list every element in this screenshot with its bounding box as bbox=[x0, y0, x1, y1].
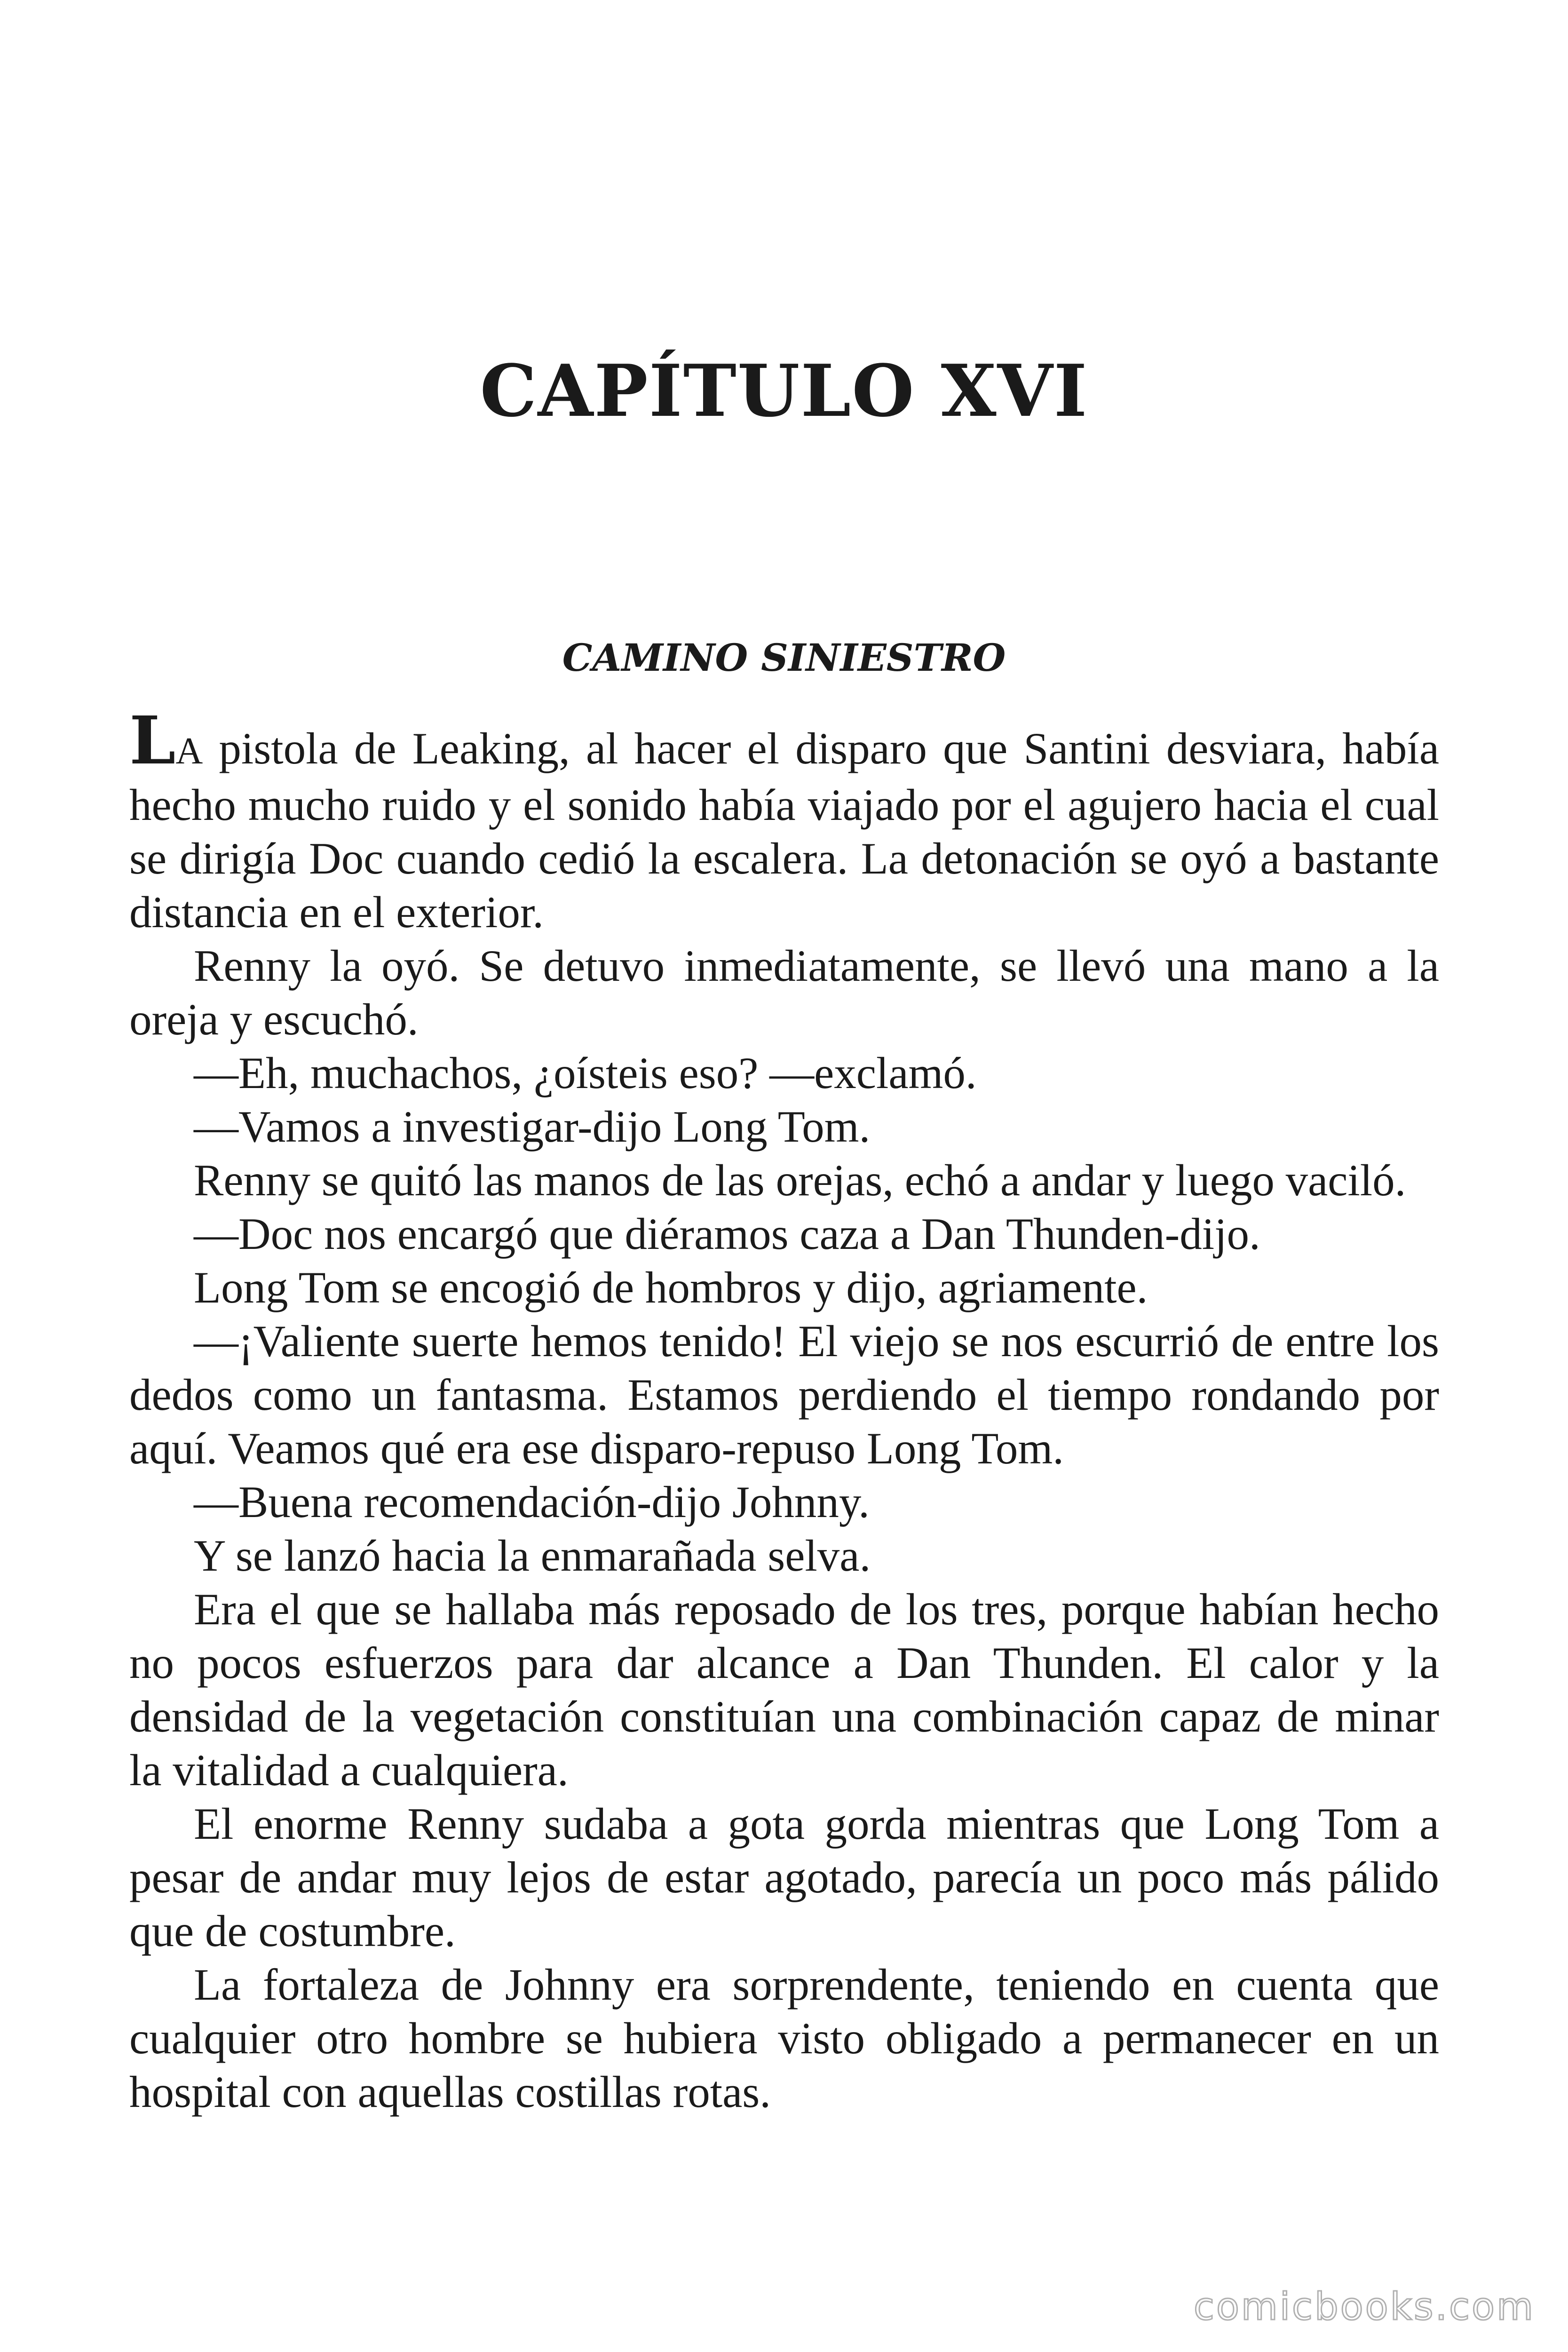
body-paragraph: El enorme Renny sudaba a gota gorda mientras que Long Tom a pesar de andar muy lejos de estar agotado, parecía un poco más pálido que de costumbre. bbox=[129, 1799, 1439, 1956]
chapter-body bbox=[129, 702, 1439, 2119]
body-paragraph: —Vamos a investigar-dijo Long Tom. bbox=[194, 1102, 871, 1152]
body-paragraph: —Buena recomendación-dijo Johnny. bbox=[194, 1477, 870, 1527]
body-paragraph: Era el que se hallaba más reposado de los tres, porque habían hecho no pocos esfuerzos para dar alcance a Dan Thunden. El calor y la densidad de la vegetación constituían una combinación capaz de minar la vitalidad a cualquiera. bbox=[129, 1584, 1439, 1795]
drop-cap: L bbox=[129, 702, 176, 779]
body-paragraph: La fortaleza de Johnny era sorprendente, teniendo en cuenta que cualquier otro hombre se hubiera visto obligado a permanecer en un hospital con aquellas costillas rotas. bbox=[129, 1960, 1439, 2117]
body-paragraph: —¡Valiente suerte hemos tenido! El viejo se nos escurrió de entre los dedos como un fantasma. Estamos perdiendo el tiempo rondando por aquí. Veamos qué era ese disparo-repuso Long Tom. bbox=[129, 1316, 1439, 1473]
chapter-subtitle: CAMINO SINIESTRO bbox=[562, 636, 1006, 680]
opening-paragraph bbox=[129, 702, 1439, 939]
body-paragraph: —Doc nos encargó que diéramos caza a Dan Thunden-dijo. bbox=[194, 1209, 1260, 1259]
body-paragraph: —Eh, muchachos, ¿oísteis eso? —exclamó. bbox=[194, 1048, 977, 1098]
body-paragraph: Renny la oyó. Se detuvo inmediatamente, se llevó una mano a la oreja y escuchó. bbox=[129, 941, 1439, 1044]
chapter-title: CAPÍTULO XVI bbox=[480, 349, 1088, 433]
body-paragraph: Renny se quitó las manos de las orejas, echó a andar y luego vaciló. bbox=[194, 1155, 1406, 1205]
watermark: comicbooks.com bbox=[1193, 2285, 1535, 2328]
opening-small-cap: A bbox=[175, 731, 203, 772]
opening-paragraph-text: pistola de Leaking, al hacer el disparo que Santini desviara, había hecho mucho ruido y el sonido había viajado por el agujero hacia el cual se dirigía Doc cuando cedió la escalera. La detonación se oyó a bastante distancia en el exterior. bbox=[129, 723, 1439, 937]
body-paragraph: Y se lanzó hacia la enmarañada selva. bbox=[194, 1531, 871, 1581]
body-paragraph: Long Tom se encogió de hombros y dijo, agriamente. bbox=[194, 1263, 1148, 1312]
